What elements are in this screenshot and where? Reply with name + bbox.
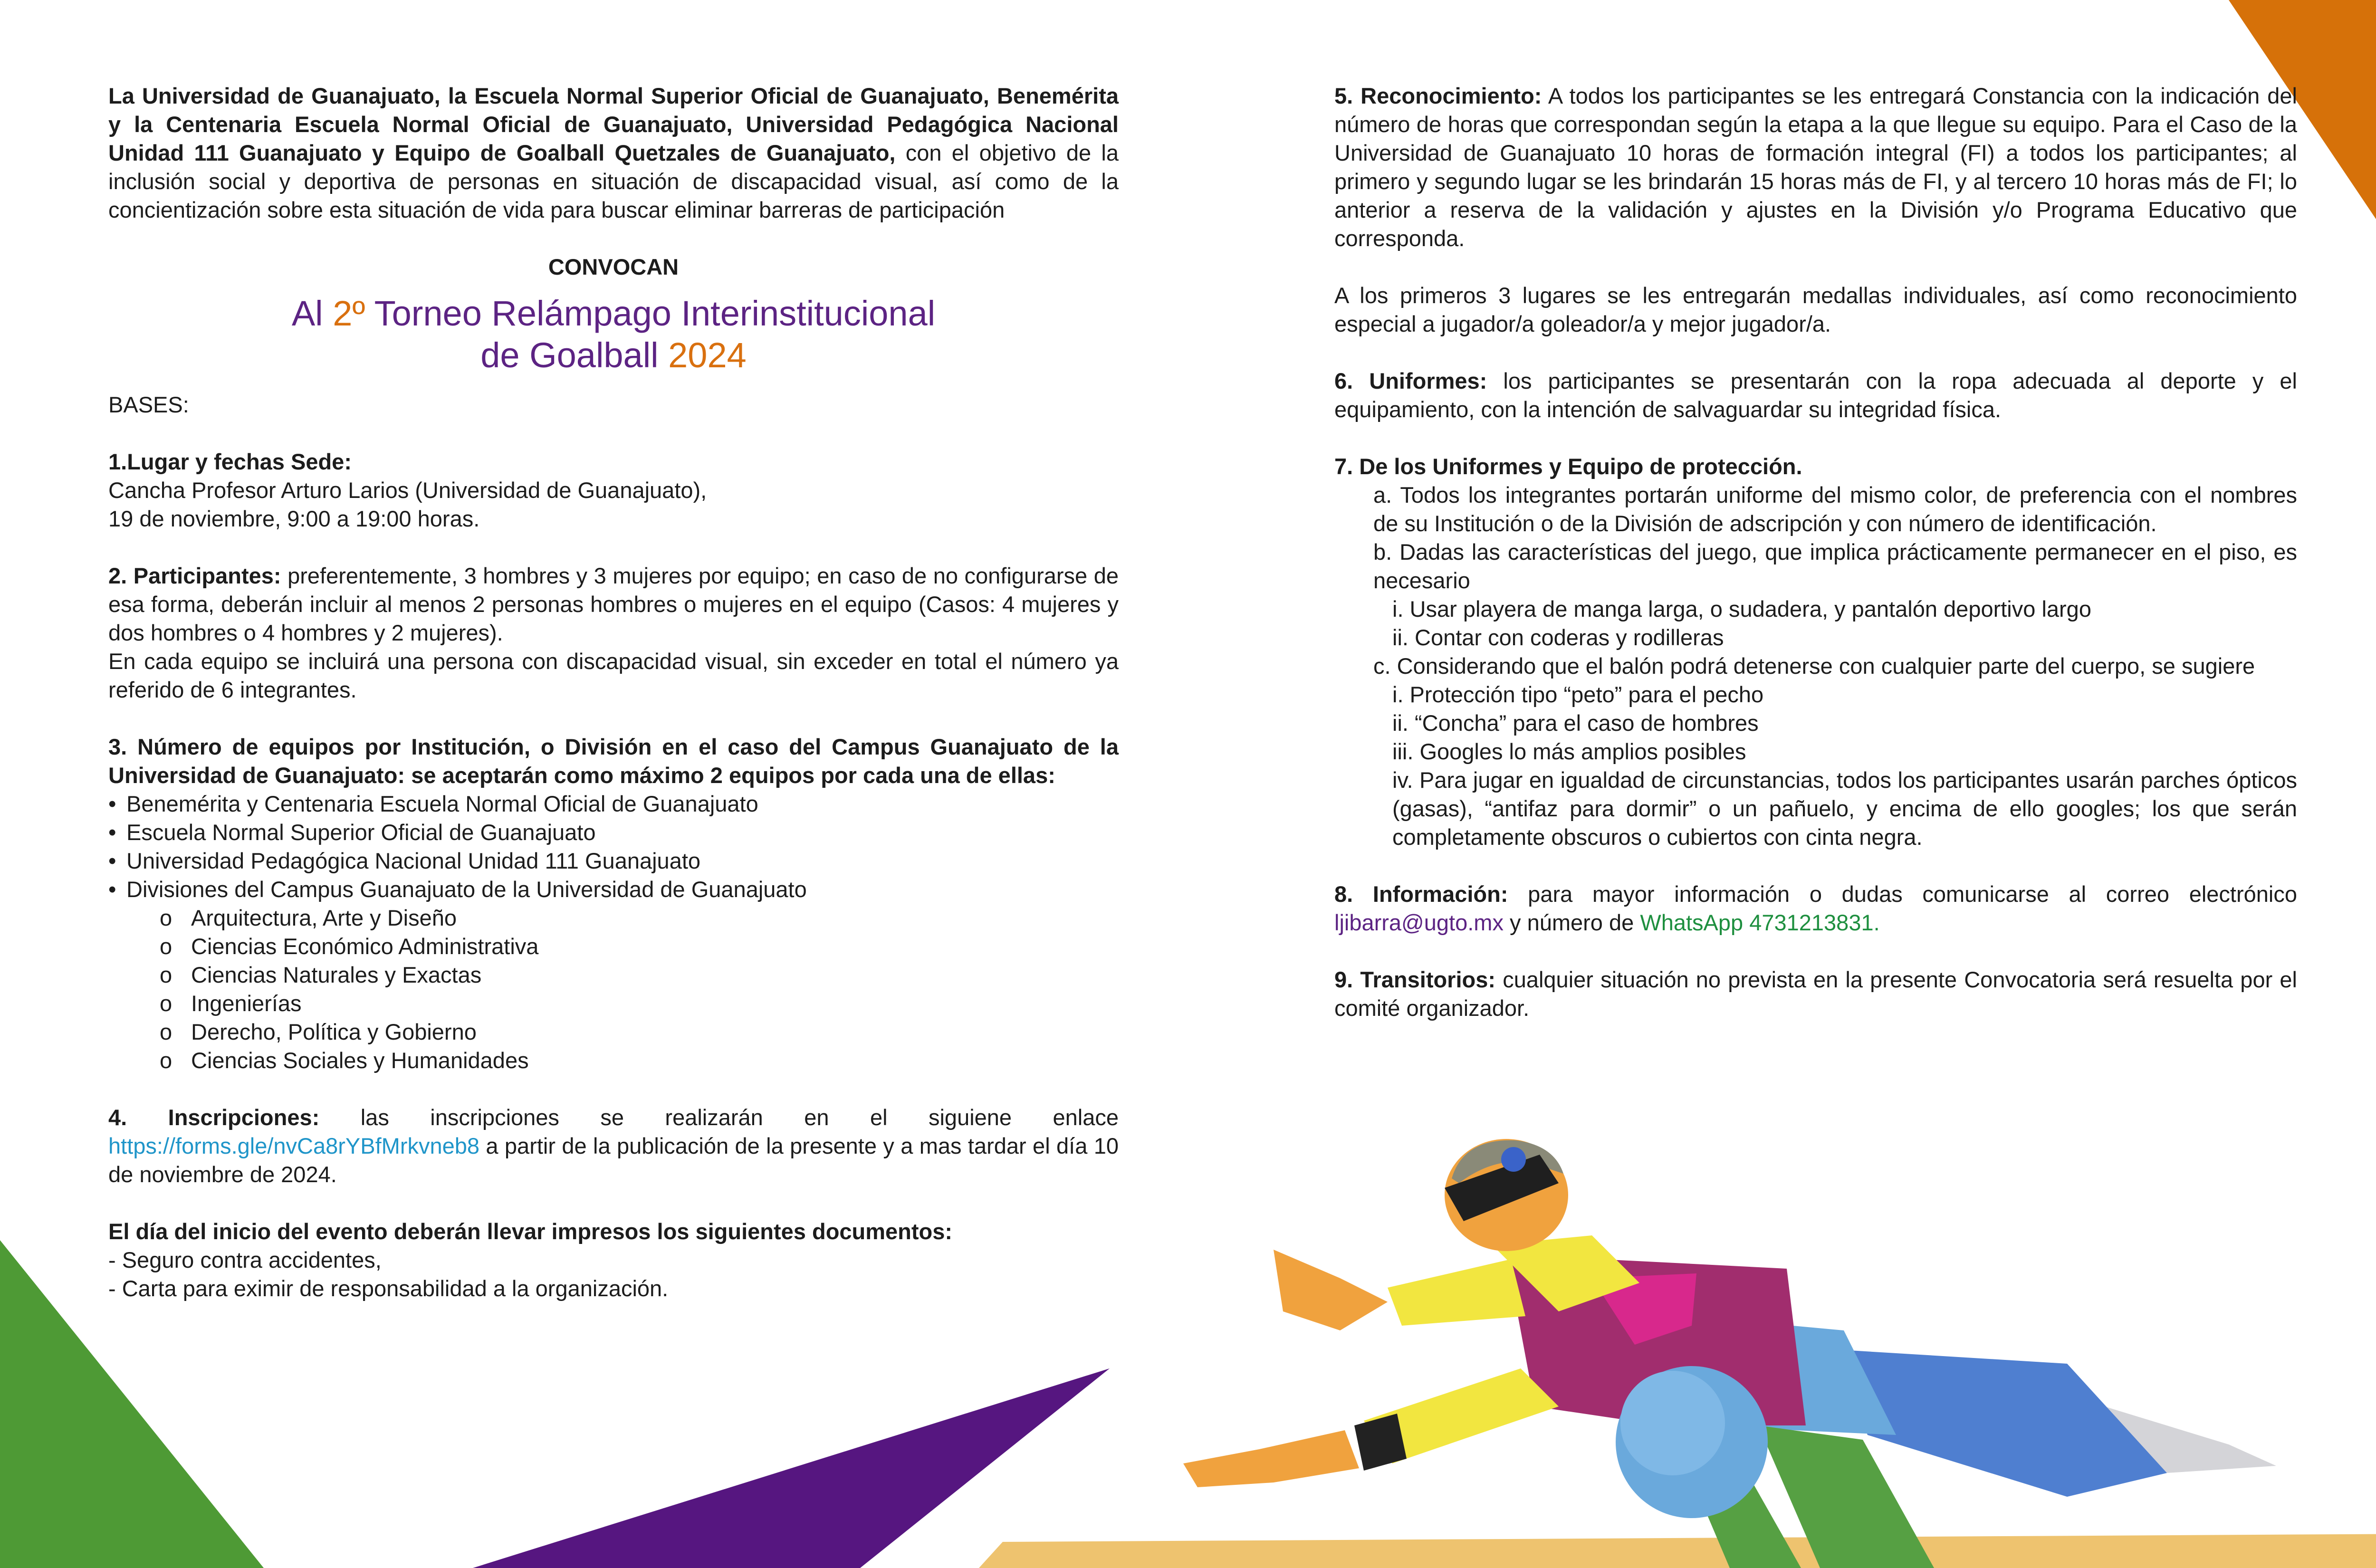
sub-marker: o <box>160 934 172 959</box>
documents-heading <box>108 1217 1119 1246</box>
section-7-heading <box>1334 452 2297 481</box>
sub-item-text: Ingenierías <box>191 991 302 1016</box>
section-1-date: 19 de noviembre, 9:00 a 19:00 horas. <box>108 506 480 531</box>
whatsapp-number[interactable]: WhatsApp 4731213831. <box>1640 910 1880 935</box>
sub-list-item <box>123 961 1119 989</box>
section-2 <box>108 562 1119 647</box>
section-8-text-2: y número de <box>1503 910 1640 935</box>
section-4-text-2: a partir de la publicación de la presente y a mas tardar el día 10 de noviembre de 2024. <box>108 1133 1119 1187</box>
section-5-text: A todos los participantes se les entregará Constancia con la indicación del número de horas que correspondan según la etapa a la que llegue su equipo. Para el Caso de la Universidad de Guanajuato 10 horas de formación integral (FI) a todos los participantes; al primero y segundo lugar se les brindarán 15 horas más de FI, y al tercero 10 horas más de FI; lo anterior a reserva de la validación y ajustes en la División y/o Programa Educativo que corresponda. <box>1334 83 2297 251</box>
section-9-heading: 9. Transitorios: <box>1334 967 1496 992</box>
section-4-text: las inscripciones se realizarán en el siguiene enlace <box>319 1105 1119 1130</box>
intro-institutions: La Universidad de Guanajuato, la Escuela Normal Superior Oficial de Guanajuato, Benemérita y la Centenaria Escuela Normal Oficial de Guanajuato, Universidad Pedagógica Nacional Unidad 111 Guanajuato y Equipo de Goalball Quetzales de Guanajuato, <box>108 83 1119 165</box>
section-1 <box>108 448 1119 476</box>
section-8 <box>1334 880 2297 937</box>
sub-item-text: Derecho, Política y Gobierno <box>191 1019 477 1044</box>
section-1-heading: 1.Lugar y fechas Sede: <box>108 449 352 474</box>
sub-item-text: Ciencias Sociales y Humanidades <box>191 1048 529 1073</box>
sub-item-text: Arquitectura, Arte y Diseño <box>191 905 457 930</box>
sub-marker: o <box>160 905 172 930</box>
convocan-label: CONVOCAN <box>548 254 679 279</box>
section-8-text: para mayor información o dudas comunicarse al correo electrónico <box>1508 881 2297 907</box>
sub-list-item: i. Protección tipo “peto” para el pecho <box>1392 682 1764 707</box>
purple-triangle <box>473 1368 1110 1568</box>
section-9 <box>1334 966 2297 1023</box>
section-5-heading: 5. Reconocimiento: <box>1334 83 1542 108</box>
list-item-text: Divisiones del Campus Guanajuato de la Universidad de Guanajuato <box>126 877 807 902</box>
sub-list-item: ii. “Concha” para el caso de hombres <box>1392 710 1759 736</box>
list-item <box>108 847 1119 875</box>
documents-item: - Carta para eximir de responsabilidad a la organización. <box>108 1276 669 1301</box>
title-part-torneo: Torneo Relámpago Interinstitucional <box>365 294 936 333</box>
registration-link[interactable]: https://forms.gle/nvCa8rYBfMrkvneb8 <box>108 1133 480 1158</box>
documents-heading-text: El día del inicio del evento deberán llevar impresos los siguientes documentos: <box>108 1219 953 1244</box>
section-4-heading: 4. Inscripciones: <box>108 1105 320 1130</box>
documents-item: - Seguro contra accidentes, <box>108 1247 382 1272</box>
section-3-heading-text: 3. Número de equipos por Institución, o División en el caso del Campus Guanajuato de la Universidad de Guanajuato: se aceptarán como máximo 2 equipos por cada una de ellas: <box>108 734 1119 788</box>
sub-list-item: ii. Contar con coderas y rodilleras <box>1392 625 1724 650</box>
right-column <box>1334 82 2297 1023</box>
bullet-marker: • <box>108 791 116 816</box>
sub-list-item: i. Usar playera de manga larga, o sudadera, y pantalón deportivo largo <box>1392 596 2091 621</box>
left-column <box>108 82 1119 1303</box>
title-year: 2024 <box>668 335 747 375</box>
sub-list-item <box>123 1018 1119 1046</box>
list-item-text: Escuela Normal Superior Oficial de Guanajuato <box>126 820 596 845</box>
section-3-list <box>108 790 1119 1075</box>
sub-list-item <box>123 1046 1119 1075</box>
section-2-text: preferentemente, 3 hombres y 3 mujeres por equipo; en caso de no configurarse de esa forma, deberán incluir al menos 2 personas hombres o mujeres en el equipo (Casos: 4 mujeres y dos hombres o 4 hombres y 2 mujeres). <box>108 563 1119 645</box>
sub-list-item: iii. Googles lo más amplios posibles <box>1392 739 1746 764</box>
section-7-item-b: b. Dadas las características del juego, que implica prácticamente permanecer en el piso, es necesario <box>1373 539 2297 593</box>
sub-item-text: Ciencias Económico Administrativa <box>191 934 539 959</box>
sub-item-text: Ciencias Naturales y Exactas <box>191 962 482 987</box>
list-item <box>108 818 1119 847</box>
list-item-text: Benemérita y Centenaria Escuela Normal Oficial de Guanajuato <box>126 791 758 816</box>
section-5-text-2: A los primeros 3 lugares se les entregarán medallas individuales, así como reconocimiento especial a jugador/a goleador/a y mejor jugador/a. <box>1334 283 2297 336</box>
bullet-marker: • <box>108 820 116 845</box>
bullet-marker: • <box>108 877 116 902</box>
section-1-venue: Cancha Profesor Arturo Larios (Universidad de Guanajuato), <box>108 478 707 503</box>
floor-strip <box>979 1534 2376 1568</box>
section-4 <box>108 1103 1119 1189</box>
section-3-heading <box>108 733 1119 790</box>
list-item <box>108 875 1119 904</box>
section-7-item-c: c. Considerando que el balón podrá detenerse con cualquier parte del cuerpo, se sugiere <box>1373 653 2255 679</box>
sub-list-item <box>123 904 1119 932</box>
intro-text: con el objetivo de la inclusión social y deportiva de personas en situación de discapacidad visual, así como de la concientización sobre esta situación de vida para buscar eliminar barreras de participación <box>108 140 1119 222</box>
contact-email-link[interactable]: ljibarra@ugto.mx <box>1334 910 1504 935</box>
section-8-heading: 8. Información: <box>1334 881 1508 907</box>
sub-marker: o <box>160 1048 172 1073</box>
section-6 <box>1334 367 2297 424</box>
sub-marker: o <box>160 1019 172 1044</box>
bullet-marker: • <box>108 848 116 873</box>
intro-paragraph <box>108 82 1119 224</box>
event-title <box>108 293 1119 376</box>
section-6-text: los participantes se presentarán con la ropa adecuada al deporte y el equipamiento, con la intención de salvaguardar su integridad física. <box>1334 368 2297 422</box>
sub-list-item: iv. Para jugar en igualdad de circunstancias, todos los participantes usarán parches ópticos (gasas), “antifaz para dormir” o un pañuelo, y encima de ello googles; los que serán completamente obscuros o cubiertos con cinta negra. <box>1392 767 2297 850</box>
bases-heading: BASES: <box>108 392 189 417</box>
list-item-text: Universidad Pedagógica Nacional Unidad 111 Guanajuato <box>126 848 701 873</box>
goalball-player-illustration <box>1183 1139 2276 1568</box>
section-9-text: cualquier situación no prevista en la presente Convocatoria será resuelta por el comité organizador. <box>1334 967 2297 1021</box>
title-part-al: Al <box>291 294 333 333</box>
section-7-heading-text: 7. De los Uniformes y Equipo de protección. <box>1334 454 1802 479</box>
sub-list-item <box>123 932 1119 961</box>
section-2-text-2: En cada equipo se incluirá una persona con discapacidad visual, sin exceder en total el número ya referido de 6 integrantes. <box>108 649 1119 702</box>
convocan-heading <box>108 253 1119 281</box>
section-2-heading: 2. Participantes: <box>108 563 281 588</box>
section-7-item-a: a. Todos los integrantes portarán uniforme del mismo color, de preferencia con el nombres de su Institución o de la División de adscripción y con número de identificación. <box>1373 482 2297 536</box>
title-part-goalball: de Goalball <box>480 335 669 375</box>
sub-list-item <box>123 989 1119 1018</box>
sub-marker: o <box>160 962 172 987</box>
section-5 <box>1334 82 2297 253</box>
sub-marker: o <box>160 991 172 1016</box>
section-6-heading: 6. Uniformes: <box>1334 368 1487 393</box>
list-item <box>108 790 1119 818</box>
title-edition: 2º <box>333 294 365 333</box>
